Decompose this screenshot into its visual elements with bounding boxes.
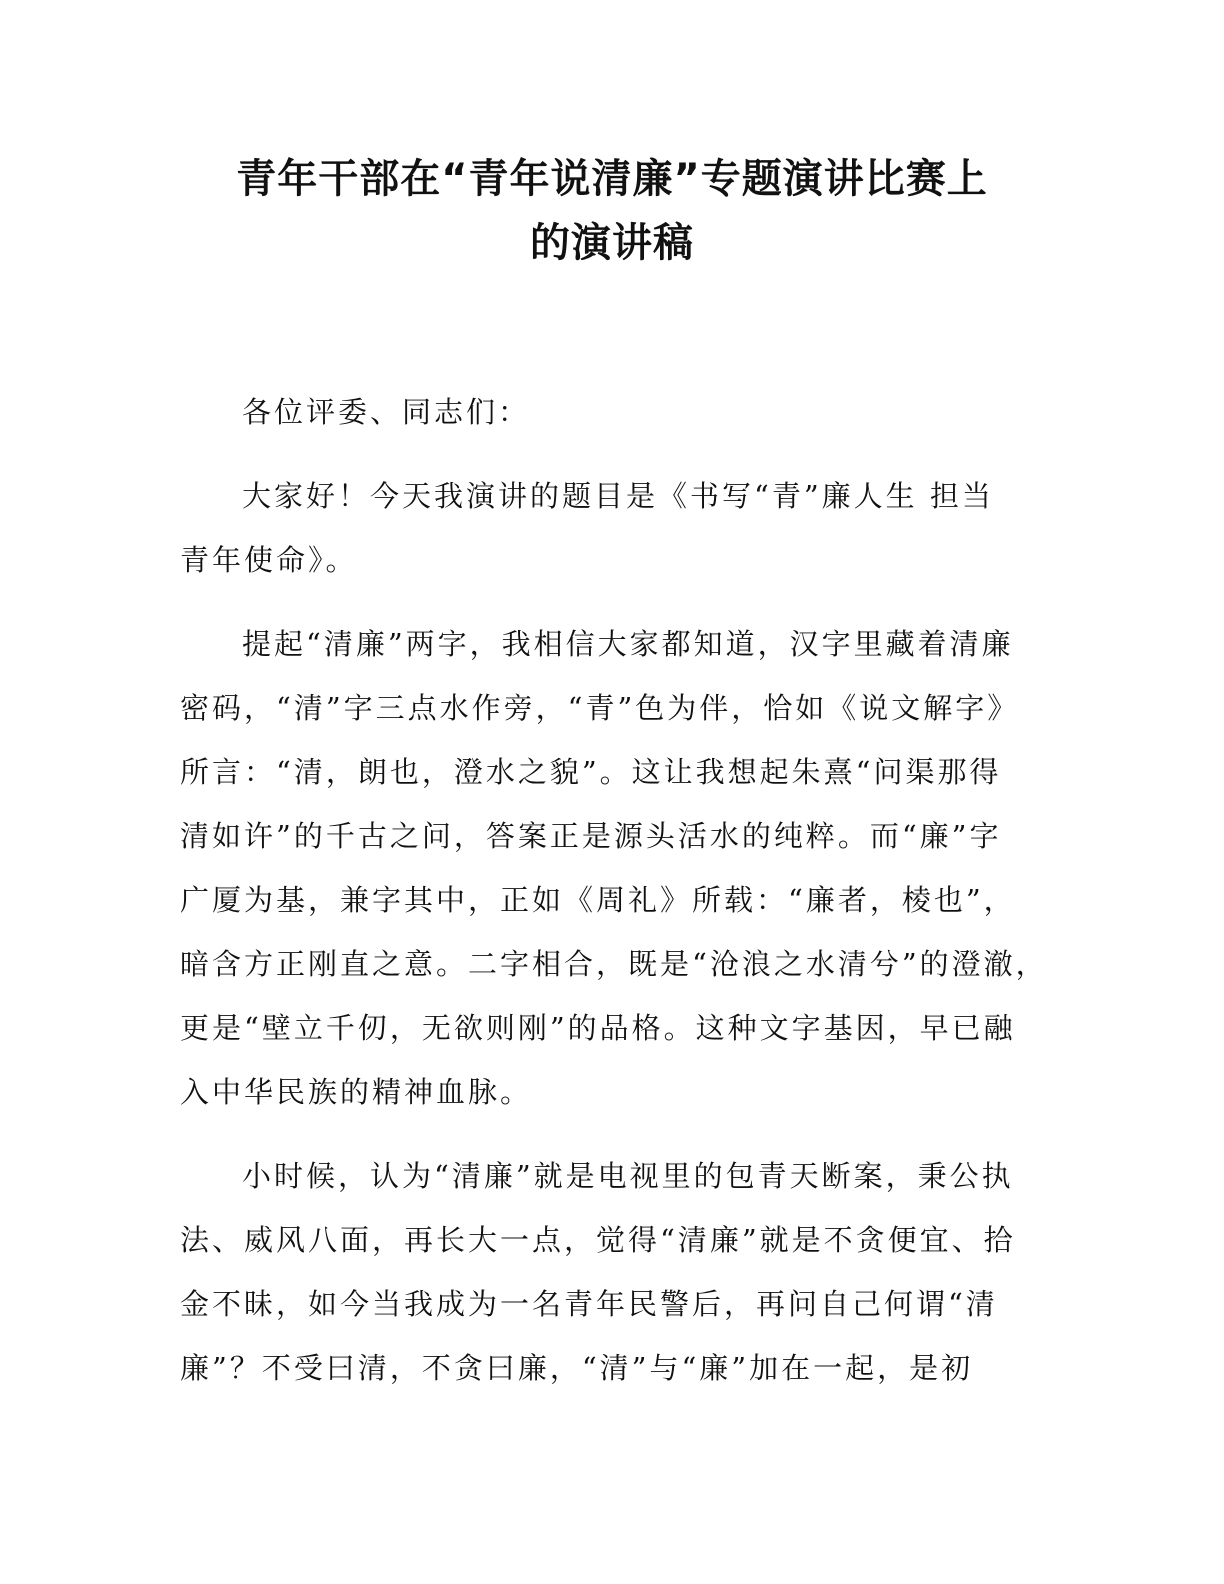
text-line: 青年使命》。 xyxy=(180,543,358,577)
text-line: 更是“壁立千仞，无欲则刚”的品格。这种文字基因，早已融 xyxy=(180,1011,1016,1045)
title-line-1: 青年干部在“青年说清廉”专题演讲比赛上 xyxy=(236,156,988,202)
text-line: 密码，“清”字三点水作旁，“青”色为伴，恰如《说文解字》 xyxy=(180,691,1020,725)
paragraph-meaning xyxy=(180,612,1060,1124)
text-line: 入中华民族的精神血脉。 xyxy=(180,1075,533,1109)
text-line: 广厦为基，兼字其中，正如《周礼》所载：“廉者，棱也”， xyxy=(180,883,1016,917)
text-line: 大家好！今天我演讲的题目是《书写“青”廉人生 担当 xyxy=(242,479,994,513)
document-body xyxy=(180,380,1060,1420)
text-line: 所言：“清，朗也，澄水之貌”。这让我想起朱熹“问渠那得 xyxy=(180,755,1002,789)
text-line: 各位评委、同志们： xyxy=(242,395,531,429)
text-line: 提起“清廉”两字，我相信大家都知道，汉字里藏着清廉 xyxy=(242,627,1014,661)
text-line: 廉”？不受曰清，不贪曰廉，“清”与“廉”加在一起，是初 xyxy=(180,1351,974,1385)
text-line: 小时候，认为“清廉”就是电视里的包青天断案，秉公执 xyxy=(242,1159,1014,1193)
text-line: 金不昧，如今当我成为一名青年民警后，再问自己何谓“清 xyxy=(180,1287,998,1321)
paragraph-salutation xyxy=(180,380,1060,444)
text-line: 法、威风八面，再长大一点，觉得“清廉”就是不贪便宜、拾 xyxy=(180,1223,1016,1257)
paragraph-greeting xyxy=(180,464,1060,592)
text-line: 清如许”的千古之问，答案正是源头活水的纯粹。而“廉”字 xyxy=(180,819,1002,853)
document-title xyxy=(150,147,1074,275)
title-line-2: 的演讲稿 xyxy=(530,220,694,266)
paragraph-childhood xyxy=(180,1144,1060,1400)
text-line: 暗含方正刚直之意。二字相合，既是“沧浪之水清兮”的澄澈， xyxy=(180,947,1048,981)
